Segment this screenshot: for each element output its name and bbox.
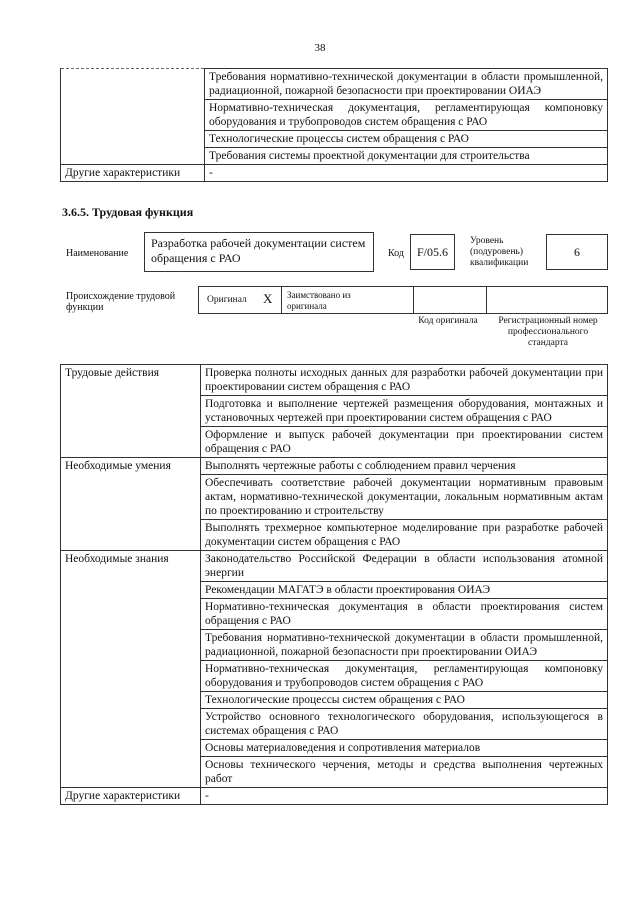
labor-action-item: Подготовка и выполнение чертежей размещения оборудования, монтажных и установочных чертежей при проектировании систем обращения с РАО xyxy=(201,396,608,427)
knowledge-item: Технологические процессы систем обращения с РАО xyxy=(201,692,608,709)
knowledge-item: Рекомендации МАГАТЭ в области проектирования ОИАЭ xyxy=(201,582,608,599)
code-box: F/05.6 xyxy=(410,234,455,270)
labor-action-item: Оформление и выпуск рабочей документации при проектировании систем обращения с РАО xyxy=(201,427,608,458)
code-original-caption: Код оригинала xyxy=(418,316,478,326)
borrowed-label: Заимствовано из оригинала xyxy=(287,290,351,311)
labor-actions-label: Трудовые действия xyxy=(61,365,201,458)
knowledge-item: Основы технического черчения, методы и средства выполнения чертежных работ xyxy=(201,757,608,788)
table-cell: Требования нормативно-технической документации в области промышленной, радиационной, пожарной безопасности при проектировании ОИАЭ xyxy=(205,69,608,100)
level-box: 6 xyxy=(546,234,608,270)
knowledge-item: Нормативно-техническая документация, регламентирующая компоновку оборудования и трубопроводов систем обращения с РАО xyxy=(201,661,608,692)
reg-number-caption: Регистрационный номер профессионального стандарта xyxy=(498,316,598,348)
section-heading: 3.6.5. Трудовая функция xyxy=(62,205,194,219)
original-label: Оригинал xyxy=(207,295,247,305)
skills-label: Необходимые умения xyxy=(61,458,201,551)
function-name-box: Разработка рабочей документации систем обращения с РАО xyxy=(144,232,374,272)
other-characteristics-value: - xyxy=(201,788,608,805)
original-mark: X xyxy=(263,291,273,306)
knowledge-item: Устройство основного технологического оборудования, использующегося в системах обращения с РАО xyxy=(201,709,608,740)
skill-item: Выполнять трехмерное компьютерное моделирование при разработке рабочей документации систем обращения с РАО xyxy=(201,520,608,551)
table-cell: Требования системы проектной документации для строительства xyxy=(205,148,608,165)
divider xyxy=(413,287,414,313)
skill-item: Выполнять чертежные работы с соблюдением правил черчения xyxy=(201,458,608,475)
table-cell: Нормативно-техническая документация, регламентирующая компоновку оборудования и трубопроводов систем обращения с РАО xyxy=(205,100,608,131)
origin-box xyxy=(198,286,608,314)
table-cell: Технологические процессы систем обращения с РАО xyxy=(205,131,608,148)
other-characteristics-label: Другие характеристики xyxy=(61,788,201,805)
knowledge-item: Требования нормативно-технической документации в области промышленной, радиационной, пожарной безопасности при проектировании ОИАЭ xyxy=(201,630,608,661)
page-number: 38 xyxy=(314,42,326,54)
code-label: Код xyxy=(388,248,404,259)
skill-item: Обеспечивать соответствие рабочей документации нормативным правовым актам, нормативно-технической документации, локальным нормативным актам по проектированию и строительству xyxy=(201,475,608,520)
divider xyxy=(486,287,487,313)
empty-label-cell xyxy=(61,69,205,165)
level-label: Уровень (подуровень) квалификации xyxy=(470,236,529,268)
name-label: Наименование xyxy=(66,248,129,259)
other-characteristics-value: - xyxy=(205,165,608,182)
knowledge-item: Законодательство Российской Федерации в области использования атомной энергии xyxy=(201,551,608,582)
labor-function-table xyxy=(60,364,608,805)
other-characteristics-label: Другие характеристики xyxy=(61,165,205,182)
origin-label: Происхождение трудовой функции xyxy=(66,291,176,313)
labor-action-item: Проверка полноты исходных данных для разработки рабочей документации при проектировании систем обращения с РАО xyxy=(201,365,608,396)
divider xyxy=(281,287,282,313)
knowledge-item: Основы материаловедения и сопротивления материалов xyxy=(201,740,608,757)
knowledge-label: Необходимые знания xyxy=(61,551,201,788)
knowledge-item: Нормативно-техническая документация в области проектирования систем обращения с РАО xyxy=(201,599,608,630)
top-continuation-table xyxy=(60,68,608,182)
